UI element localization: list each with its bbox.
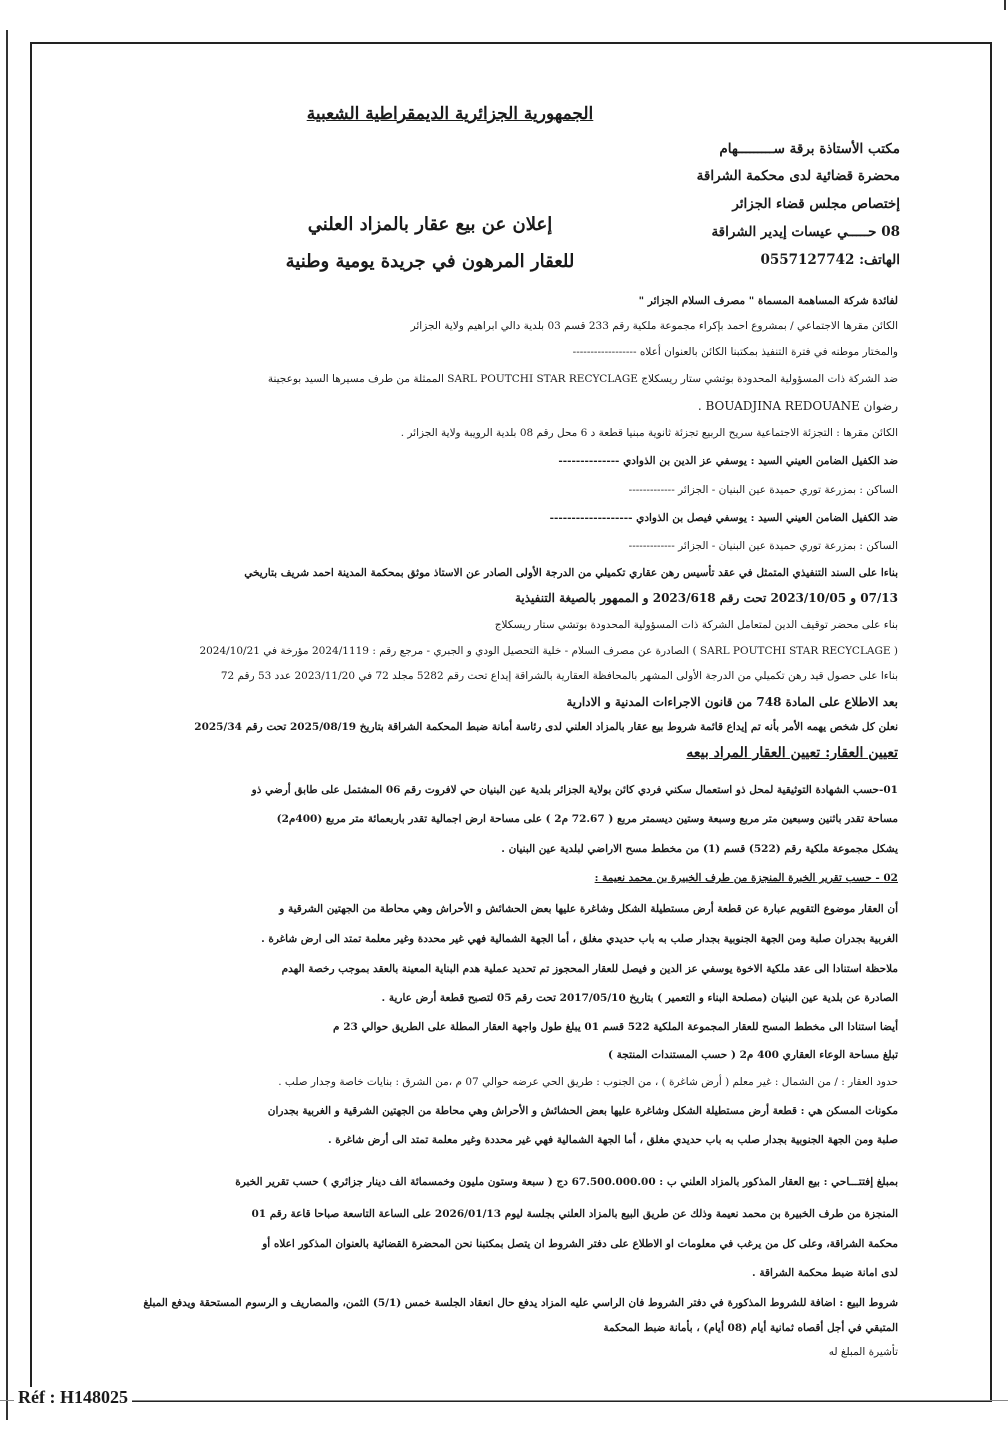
opening-price-line-1: بمبلغ إفتتـــاحي : بيع العقار المذكور بالمزاد العلني ب : 67.500.000.00 دج ( سبعة وستون مليون وخمسمائة الف دينار جزائري ) حسب تقرير الخبرة bbox=[235, 1176, 898, 1188]
basis-line-4: ( SARL POUTCHI STAR RECYCLAGE ) الصادرة عن مصرف السلام - خلية التحصيل الودي و الجبري - مرجع رقم : 2024/1119 مؤرخة في 2024/10/21 bbox=[199, 645, 898, 657]
office-line-1: مكتب الأستاذة برقة ســـــــــهام bbox=[719, 141, 900, 157]
left-margin-line bbox=[6, 30, 8, 1420]
basis-line-5: بناءا على حصول قيد رهن تكميلي من الدرجة الأولى المشهر بالمحافظة العقارية بالشراقة إيداع تحت رقم 5282 مجلد 72 في 2023/11/20 عدد 53 رقم 72 bbox=[220, 670, 898, 682]
office-line-4: 08 حـــــي عيسات إيدير الشراقة bbox=[711, 224, 900, 240]
office-line-3: إختصاص مجلس قضاء الجزائر bbox=[732, 196, 900, 212]
reference-line bbox=[0, 1400, 1008, 1401]
basis-line-2: 07/13 و 2023/10/05 تحت رقم 2023/618 و الممهور بالصيغة التنفيذية bbox=[514, 591, 898, 605]
guarantor-2-address: الساكن : بمزرعة توري حميدة عين البنيان - الجزائر ------------- bbox=[628, 540, 898, 552]
party-address: الكائن مقرها الاجتماعي / بمشروع احمد بإكراء مجموعة ملكية رقم 233 قسم 03 بلدية دالي ابراهيم ولاية الجزائر bbox=[410, 320, 898, 332]
components-line-1: مكونات المسكن هي : قطعة أرض مستطيلة الشكل وشاغرة عليها بعض الحشائش و الأحراش وهي محاطة من الجهتين الشرقية و الغربية بجدران bbox=[267, 1105, 898, 1117]
opening-price-line-2: المنجزة من طرف الخبيرة بن محمد نعيمة وذلك عن طريق البيع بالمزاد العلني بجلسة ليوم 2026/01/13 على الساعة التاسعة صباحا قاعة رقم 01 bbox=[251, 1208, 898, 1220]
reference-number: Réf : H148025 bbox=[14, 1387, 132, 1408]
defendant-company: ضد الشركة ذات المسؤولية المحدودة بوتشي ستار ريسكلاج SARL POUTCHI STAR RECYCLAGE الممثلة من طرف مسيرها السيد بوعجينة bbox=[267, 373, 898, 385]
party-beneficiary: لفائدة شركة المساهمة المسماة " مصرف السلام الجزائر " bbox=[638, 295, 898, 307]
basis-line-6: بعد الاطلاع على المادة 748 من قانون الاجراءات المدنية و الادارية bbox=[566, 695, 898, 709]
designation-line-2: مساحة تقدر باثنين وسبعين متر مربع وسبعة وستين ديسمتر مربع ( 72.67 م2 ) على مساحة ارض اجمالية تقدر باربعمائة متر مربع (400م2) bbox=[276, 813, 898, 825]
party-domicile: والمختار موطنه في فترة التنفيذ بمكتبنا الكائن بالعنوان أعلاه ------------------ bbox=[572, 346, 898, 358]
opening-price-line-4: لدى امانة ضبط محكمة الشراقة . bbox=[752, 1267, 898, 1279]
basis-line-3: بناء على محضر توقيف الدين لمتعامل الشركة ذات المسؤولية المحدودة بوتشي ستار ريسكلاج bbox=[494, 619, 898, 631]
guarantor-1: ضد الكفيل الضامن العيني السيد : يوسفي عز الدين بن الذوادي -------------- bbox=[558, 455, 898, 467]
designation-line-7: ملاحظة استنادا الى عقد ملكية الاخوة يوسفي عز الدين و فيصل للعقار المحجوز تم تحديد عملية هدم البناية المعينة بالعقد بموجب رخصة الهدم bbox=[281, 963, 898, 975]
guarantor-1-address: الساكن : بمزرعة توري حميدة عين البنيان - الجزائر ------------- bbox=[628, 484, 898, 496]
designation-line-6: الغربية بجدران صلبة ومن الجهة الجنوبية بجدار صلب به باب حديدي مغلق ، أما الجهة الشمالية فهي غير محددة وغير معلمة تمتد الى ارض شاغرة . bbox=[261, 933, 898, 945]
announcement-title-1: إعلان عن بيع عقار بالمزاد العلني bbox=[307, 214, 553, 235]
property-boundaries: حدود العقار : / من الشمال : غير معلم ( أرض شاغرة ) ، من الجنوب : طريق الحي عرضه حوالي 07 م ،من الشرق : بنايات خاصة وجدار صلب . bbox=[278, 1076, 898, 1088]
basis-line-7: نعلن كل شخص يهمه الأمر بأنه تم إيداع قائمة شروط بيع عقار بالمزاد العلني لدى رئاسة أمانة ضبط المحكمة الشراقة بتاريخ 2025/08/19 تحت رقم 2025/34 bbox=[194, 721, 898, 733]
recipient-visa: تأشيرة المبلغ له bbox=[828, 1346, 898, 1358]
right-margin-mark bbox=[1004, 0, 1006, 10]
guarantor-2: ضد الكفيل الضامن العيني السيد : يوسفي فيصل بن الذوادي ------------------- bbox=[549, 512, 898, 524]
designation-heading: تعيين العقار: تعيين العقار المراد بيعه bbox=[686, 745, 898, 761]
announcement-title-2: للعقار المرهون في جريدة يومية وطنية bbox=[285, 251, 575, 272]
sale-conditions-line-2: المتبقي في أجل أقصاه ثمانية أيام (08 أيام) ، بأمانة ضبط المحكمة bbox=[603, 1322, 898, 1334]
republic-title: الجمهورية الجزائرية الديمقراطية الشعبية bbox=[306, 104, 594, 124]
defendant-manager: رضوان BOUADJINA REDOUANE . bbox=[697, 399, 898, 413]
expertise-heading: 02 - حسب تقرير الخبرة المنجزة من طرف الخبيرة بن محمد نعيمة : bbox=[594, 872, 898, 884]
designation-line-8: الصادرة عن بلدية عين البنيان (مصلحة البناء و التعمير ) بتاريخ 2017/05/10 تحت رقم 05 لتصبح قطعة أرض عارية . bbox=[381, 992, 898, 1004]
defendant-address: الكائن مقرها : التجزئة الاجتماعية سريح الربيع تجزئة ثانوية مبنيا قطعة د 6 محل رقم 08 بلدية الرويبة ولاية الجزائر . bbox=[400, 427, 898, 439]
office-phone: الهاتف: 0557127742 bbox=[760, 252, 900, 268]
designation-line-9: أيضا استنادا الى مخطط المسح للعقار المجموعة الملكية 522 قسم 01 يبلغ طول واجهة العقار المطلة على الطريق حوالي 23 م bbox=[333, 1021, 898, 1033]
designation-line-1: 01-حسب الشهادة التوثيقية لمحل ذو استعمال سكني فردي كائن بولاية الجزائر بلدية عين البنيان حي لافروت رقم 06 المشتمل على طابق أرضي ذو bbox=[251, 784, 898, 796]
designation-line-3: يشكل مجموعة ملكية رقم (522) قسم (1) من مخطط مسح الاراضي لبلدية عين البنيان . bbox=[501, 843, 898, 855]
opening-price-line-3: محكمة الشراقة، وعلى كل من يرغب في معلومات او الاطلاع على دفتر الشروط ان يتصل بمكتبنا نحن المحضرة القضائية بالعنوان المذكور اعلاه أو bbox=[262, 1238, 898, 1250]
basis-line-1: بناءا على السند التنفيذي المتمثل في عقد تأسيس رهن عقاري تكميلي من الدرجة الأولى الصادر عن الاستاذ موثق بمحكمة المدينة احمد شريف بتاريخي bbox=[244, 567, 898, 579]
office-line-2: محضرة قضائية لدى محكمة الشراقة bbox=[696, 168, 900, 184]
designation-line-5: أن العقار موضوع التقويم عبارة عن قطعة أرض مستطيلة الشكل وشاغرة عليها بعض الحشائش و الأحراش وهي محاطة من الجهتين الشرقية و bbox=[279, 903, 898, 915]
sale-conditions-line-1: شروط البيع : اضافة للشروط المذكورة في دفتر الشروط فان الراسي عليه المزاد يدفع حال انعقاد الجلسة خمس (5/1) الثمن، والمصاريف و الرسوم المستحقة ويدفع المبلغ bbox=[143, 1297, 898, 1309]
designation-line-10: تبلغ مساحة الوعاء العقاري 400 م2 ( حسب المستندات المنتجة ) bbox=[608, 1049, 898, 1061]
components-line-2: صلبة ومن الجهة الجنوبية بجدار صلب به باب حديدي مغلق ، أما الجهة الشمالية فهي غير محددة وغير معلمة تمتد الى أرض شاغرة . bbox=[327, 1134, 898, 1146]
